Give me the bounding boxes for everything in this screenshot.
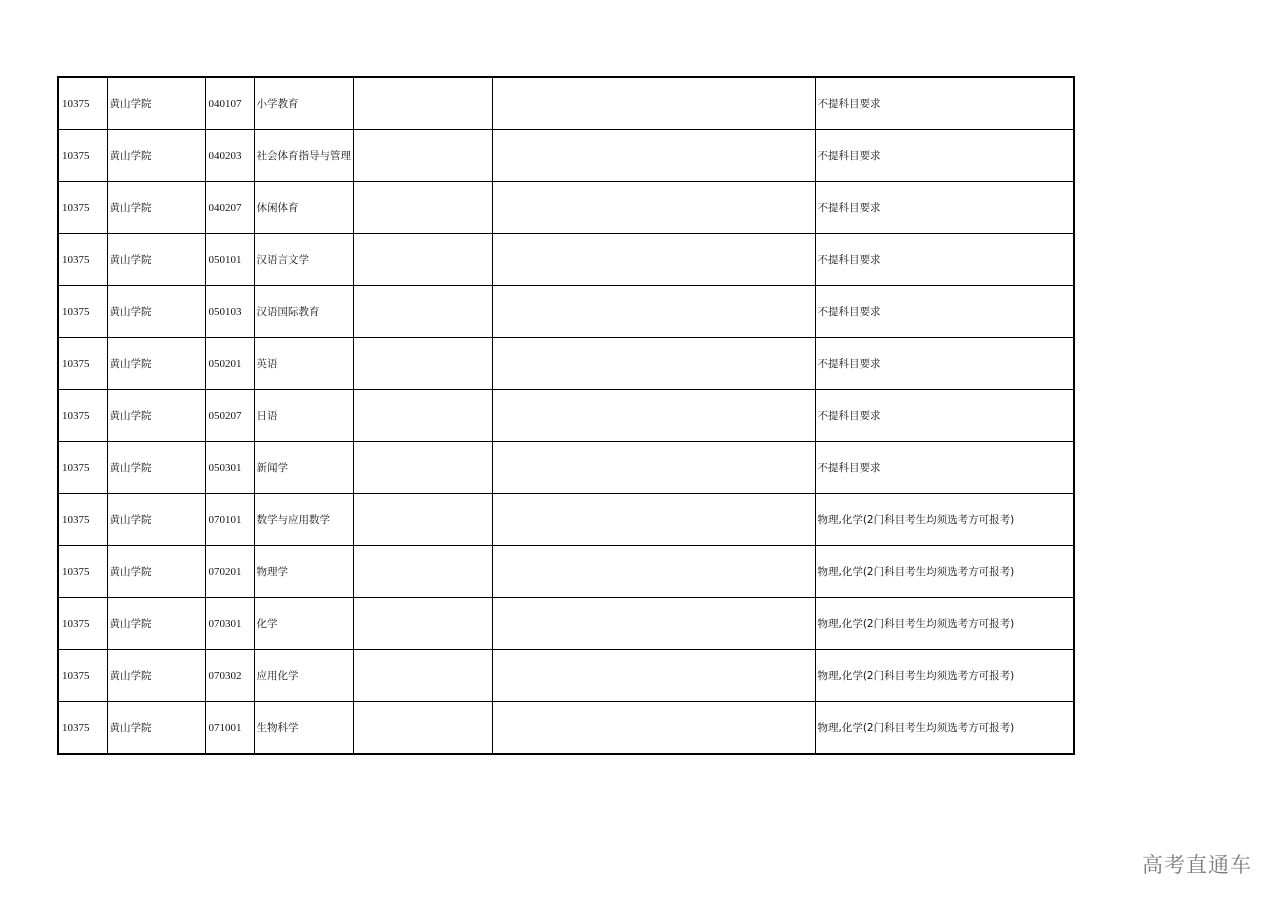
subject-requirement-cell: 物理,化学(2门科目考生均须选考方可报考) [815, 650, 1074, 702]
major-name-cell: 数学与应用数学 [254, 494, 353, 546]
school-code-cell: 10375 [58, 650, 107, 702]
empty-cell [492, 702, 815, 755]
table-row [58, 338, 1074, 390]
empty-cell [353, 650, 492, 702]
empty-cell [492, 598, 815, 650]
school-name-cell: 黄山学院 [107, 494, 205, 546]
empty-cell [353, 234, 492, 286]
school-name-cell: 黄山学院 [107, 390, 205, 442]
subject-requirement-cell: 物理,化学(2门科目考生均须选考方可报考) [815, 546, 1074, 598]
empty-cell [492, 77, 815, 130]
empty-cell [353, 338, 492, 390]
major-name-cell: 社会体育指导与管理 [254, 130, 353, 182]
school-name-cell: 黄山学院 [107, 546, 205, 598]
table-row [58, 702, 1074, 755]
major-code-cell: 050201 [205, 338, 254, 390]
school-code-cell: 10375 [58, 442, 107, 494]
school-name-cell: 黄山学院 [107, 338, 205, 390]
empty-cell [492, 182, 815, 234]
major-code-cell: 070302 [205, 650, 254, 702]
subject-requirement-cell: 不提科目要求 [815, 442, 1074, 494]
major-code-cell: 040207 [205, 182, 254, 234]
school-name-cell: 黄山学院 [107, 77, 205, 130]
empty-cell [492, 494, 815, 546]
major-name-cell: 新闻学 [254, 442, 353, 494]
empty-cell [492, 390, 815, 442]
subject-requirement-cell: 不提科目要求 [815, 338, 1074, 390]
empty-cell [353, 598, 492, 650]
table-row [58, 182, 1074, 234]
school-code-cell: 10375 [58, 546, 107, 598]
school-name-cell: 黄山学院 [107, 650, 205, 702]
school-code-cell: 10375 [58, 77, 107, 130]
empty-cell [492, 442, 815, 494]
major-code-cell: 040107 [205, 77, 254, 130]
school-code-cell: 10375 [58, 338, 107, 390]
table-row [58, 390, 1074, 442]
school-code-cell: 10375 [58, 286, 107, 338]
table-row [58, 130, 1074, 182]
school-code-cell: 10375 [58, 182, 107, 234]
table-row [58, 546, 1074, 598]
table-row [58, 494, 1074, 546]
table-row [58, 598, 1074, 650]
empty-cell [353, 442, 492, 494]
school-name-cell: 黄山学院 [107, 442, 205, 494]
major-code-cell: 071001 [205, 702, 254, 755]
subject-requirement-cell: 不提科目要求 [815, 77, 1074, 130]
empty-cell [353, 130, 492, 182]
empty-cell [492, 338, 815, 390]
empty-cell [353, 182, 492, 234]
major-name-cell: 应用化学 [254, 650, 353, 702]
empty-cell [353, 390, 492, 442]
watermark-text: 高考直通车 [1142, 853, 1252, 877]
empty-cell [353, 77, 492, 130]
empty-cell [353, 546, 492, 598]
major-name-cell: 物理学 [254, 546, 353, 598]
empty-cell [492, 130, 815, 182]
table-row [58, 77, 1074, 130]
major-code-cell: 040203 [205, 130, 254, 182]
table-row [58, 286, 1074, 338]
table-body [58, 77, 1074, 754]
major-code-cell: 050301 [205, 442, 254, 494]
school-code-cell: 10375 [58, 598, 107, 650]
subject-requirement-cell: 不提科目要求 [815, 182, 1074, 234]
school-code-cell: 10375 [58, 702, 107, 755]
subject-requirement-cell: 不提科目要求 [815, 390, 1074, 442]
school-code-cell: 10375 [58, 130, 107, 182]
school-name-cell: 黄山学院 [107, 130, 205, 182]
school-code-cell: 10375 [58, 390, 107, 442]
major-name-cell: 小学教育 [254, 77, 353, 130]
major-name-cell: 化学 [254, 598, 353, 650]
school-name-cell: 黄山学院 [107, 702, 205, 755]
school-code-cell: 10375 [58, 494, 107, 546]
major-name-cell: 休闲体育 [254, 182, 353, 234]
subject-requirement-cell: 物理,化学(2门科目考生均须选考方可报考) [815, 494, 1074, 546]
subject-requirement-cell: 物理,化学(2门科目考生均须选考方可报考) [815, 702, 1074, 755]
major-name-cell: 生物科学 [254, 702, 353, 755]
major-requirements-table [57, 76, 1075, 755]
empty-cell [353, 702, 492, 755]
subject-requirement-cell: 不提科目要求 [815, 130, 1074, 182]
major-code-cell: 050101 [205, 234, 254, 286]
empty-cell [492, 286, 815, 338]
empty-cell [492, 234, 815, 286]
major-name-cell: 汉语言文学 [254, 234, 353, 286]
subject-requirement-cell: 不提科目要求 [815, 286, 1074, 338]
school-name-cell: 黄山学院 [107, 286, 205, 338]
major-code-cell: 050103 [205, 286, 254, 338]
table-row [58, 234, 1074, 286]
major-code-cell: 050207 [205, 390, 254, 442]
major-name-cell: 汉语国际教育 [254, 286, 353, 338]
school-name-cell: 黄山学院 [107, 182, 205, 234]
school-name-cell: 黄山学院 [107, 234, 205, 286]
empty-cell [353, 286, 492, 338]
school-code-cell: 10375 [58, 234, 107, 286]
empty-cell [492, 546, 815, 598]
table-row [58, 650, 1074, 702]
subject-requirement-cell: 物理,化学(2门科目考生均须选考方可报考) [815, 598, 1074, 650]
table-row [58, 442, 1074, 494]
major-name-cell: 英语 [254, 338, 353, 390]
empty-cell [492, 650, 815, 702]
major-code-cell: 070301 [205, 598, 254, 650]
major-code-cell: 070201 [205, 546, 254, 598]
major-name-cell: 日语 [254, 390, 353, 442]
empty-cell [353, 494, 492, 546]
subject-requirement-cell: 不提科目要求 [815, 234, 1074, 286]
major-code-cell: 070101 [205, 494, 254, 546]
school-name-cell: 黄山学院 [107, 598, 205, 650]
